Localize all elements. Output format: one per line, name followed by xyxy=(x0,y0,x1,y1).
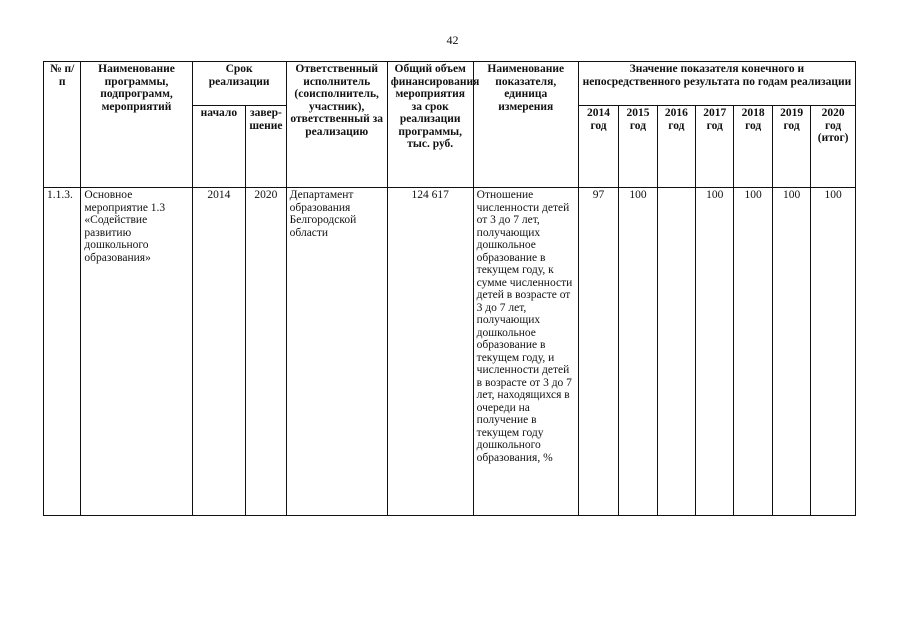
header-year-2015: 2015 год xyxy=(619,106,657,188)
header-year-2019: 2019 год xyxy=(772,106,810,188)
value-2014: 97 xyxy=(578,188,618,516)
row-start: 2014 xyxy=(192,188,246,516)
row-indicator: Отношение численности детей от 3 до 7 лет, получающих дошкольное образование в текущем году, к сумме численности детей в возрасте от 3 до 7 лет, получающих дошкольное образование в текущем году, и численности детей в возрасте от 3 до 7 лет, находящихся в очереди на получение в текущем году дошкольного образования, % xyxy=(473,188,578,516)
value-2019: 100 xyxy=(772,188,810,516)
value-2016 xyxy=(657,188,695,516)
header-period: Срок реализации xyxy=(192,62,286,106)
row-name: Основное мероприятие 1.3 «Содействие развитию дошкольного образования» xyxy=(81,188,192,516)
header-indicator: Наименование показателя, единица измерения xyxy=(473,62,578,188)
value-2020: 100 xyxy=(811,188,856,516)
header-year-2017: 2017 год xyxy=(696,106,734,188)
header-executor: Ответственный исполнитель (соисполнитель, участник), ответственный за реализацию xyxy=(286,62,387,188)
row-num: 1.1.3. xyxy=(44,188,81,516)
header-num: № п/п xyxy=(44,62,81,188)
page-number: 42 xyxy=(446,33,459,47)
value-2017: 100 xyxy=(696,188,734,516)
header-funding: Общий объем финансирования мероприятия за срок реализации программы, тыс. руб. xyxy=(387,62,473,188)
header-values-title: Значение показателя конечного и непосредственного результата по годам реализации xyxy=(578,62,855,106)
header-name: Наименование программы, подпрограмм, мероприятий xyxy=(81,62,192,188)
header-year-2014: 2014 год xyxy=(578,106,618,188)
header-year-2020: 2020 год (итог) xyxy=(811,106,856,188)
program-table xyxy=(43,61,856,516)
table-row xyxy=(44,188,856,516)
row-executor: Департамент образования Белгородской области xyxy=(286,188,387,516)
header-year-2016: 2016 год xyxy=(657,106,695,188)
header-start: начало xyxy=(192,106,246,188)
value-2015: 100 xyxy=(619,188,657,516)
value-2018: 100 xyxy=(734,188,772,516)
row-funding: 124 617 xyxy=(387,188,473,516)
header-end: завер-шение xyxy=(246,106,286,188)
row-end: 2020 xyxy=(246,188,286,516)
header-year-2018: 2018 год xyxy=(734,106,772,188)
